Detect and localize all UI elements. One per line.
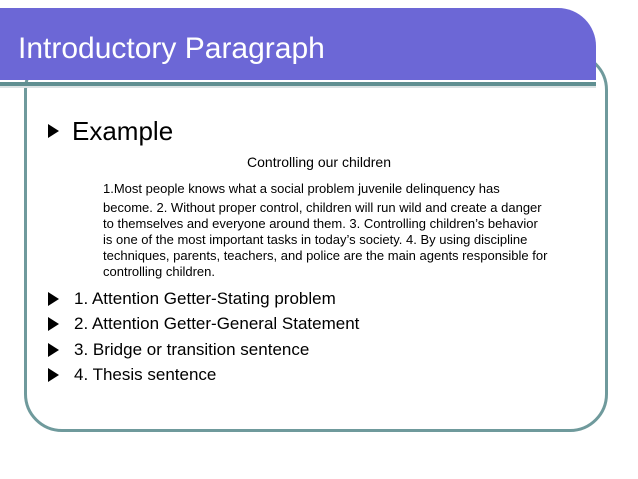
essay-line: controlling children. [103,264,216,279]
essay-line: to themselves and everyone around them. 3. Controlling children’s behavior [103,216,538,231]
slide-title: Introductory Paragraph [18,32,325,65]
essay-line: become. 2. Without proper control, children will run wild and create a danger [103,200,542,215]
bullet-icon [48,124,59,138]
point-item: 1. Attention Getter-Stating problem [74,289,336,308]
point-item: 4. Thesis sentence [74,365,217,384]
essay-line: techniques, parents, teachers, and police are the main agents responsible for [103,248,548,263]
bullet-icon [48,292,59,306]
title-bar [0,8,596,80]
essay-line: 1.Most people knows what a social problem juvenile delinquency has [103,181,500,196]
point-item: 2. Attention Getter-General Statement [74,314,360,333]
bullet-icon [48,343,59,357]
bullet-icon [48,317,59,331]
essay-line: is one of the most important tasks in today’s society. 4. By using discipline [103,232,528,247]
title-divider-shadow [0,86,596,88]
point-item: 3. Bridge or transition sentence [74,340,310,359]
example-label: Example [72,116,174,146]
bullet-icon [48,368,59,382]
essay-title: Controlling our children [247,154,391,170]
essay-paragraph [103,181,603,280]
